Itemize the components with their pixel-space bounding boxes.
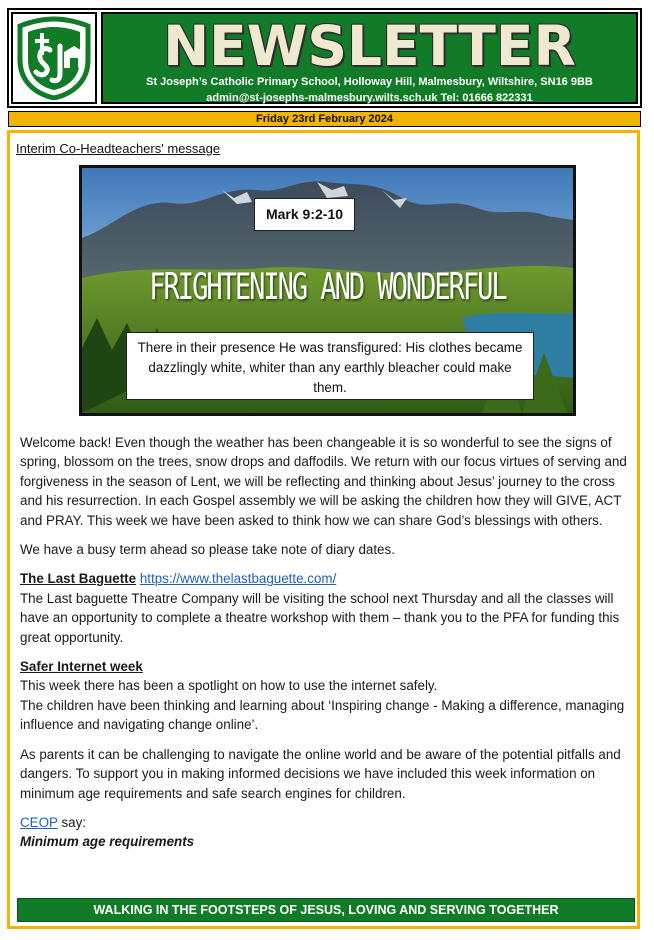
ceop-section bbox=[20, 813, 630, 852]
parents-paragraph: As parents it can be challenging to navigate the online world and be aware of the potential pitfalls and dangers. To support you in making informed decisions we have included this week information on minimum age requirements and safe search engines for children. bbox=[20, 746, 621, 801]
masthead bbox=[7, 8, 642, 108]
school-address: St Joseph’s Catholic Primary School, Holloway Hill, Malmesbury, Wiltshire, SN16 9BB bbox=[146, 76, 593, 88]
safer-internet-section bbox=[20, 657, 630, 735]
newsletter-title: NEWSLETTER bbox=[163, 14, 576, 78]
newsletter-body bbox=[7, 130, 640, 929]
baguette-heading: The Last Baguette bbox=[20, 571, 137, 587]
ceop-say: say: bbox=[57, 814, 86, 830]
newsletter-banner bbox=[101, 12, 638, 104]
hero-image bbox=[79, 165, 576, 416]
footer-motto: WALKING IN THE FOOTSTEPS OF JESUS, LOVING AND SERVING TOGETHER bbox=[17, 898, 635, 922]
min-age-heading: Minimum age requirements bbox=[20, 834, 195, 850]
school-contact: admin@st-josephs-malmesbury.wilts.sch.uk Tel: 01666 822331 bbox=[206, 92, 533, 104]
scripture-reference: Mark 9:2-10 bbox=[254, 198, 355, 231]
safer-internet-line1: This week there has been a spotlight on how to use the internet safely. bbox=[20, 678, 438, 694]
issue-date: Friday 23rd February 2024 bbox=[8, 111, 641, 127]
school-logo bbox=[11, 12, 97, 104]
sj-crest-icon bbox=[14, 16, 94, 100]
baguette-body: The Last baguette Theatre Company will be visiting the school next Thursday and all the classes will have an opportunity to complete a theatre workshop with them – thank you to the PFA for funding this great opportunity. bbox=[20, 590, 620, 645]
baguette-section bbox=[20, 569, 630, 647]
diary-paragraph: We have a busy term ahead so please take note of diary dates. bbox=[20, 542, 395, 558]
hero-title: FRIGHTENING AND WONDERFUL bbox=[149, 266, 506, 309]
article-content bbox=[20, 433, 630, 862]
safer-internet-line2: The children have been thinking and learning about ‘Inspiring change - Making a difference, managing influence and navigating change online’. bbox=[20, 697, 625, 733]
scripture-quote: There in their presence He was transfigured: His clothes became dazzlingly white, whiter than any earthly bleacher could make them. bbox=[126, 332, 534, 400]
safer-internet-heading: Safer Internet week bbox=[20, 659, 143, 675]
baguette-link[interactable]: https://www.thelastbaguette.com/ bbox=[139, 571, 337, 587]
section-title: Interim Co-Headteachers' message bbox=[16, 141, 221, 156]
welcome-paragraph: Welcome back! Even though the weather has been changeable it is so wonderful to see the signs of spring, blossom on the trees, snow drops and daffodils. We return with our focus virtues of serving and forgiveness in the season of Lent, we will be reflecting and thinking about Jesus’ journey to the cross and his resurrection. In each Gospel assembly we will be asking the children how they will GIVE, ACT and PRAY. This week we have been asked to think how we can share God’s blessings with others. bbox=[20, 435, 627, 528]
ceop-link[interactable]: CEOP bbox=[20, 814, 58, 830]
